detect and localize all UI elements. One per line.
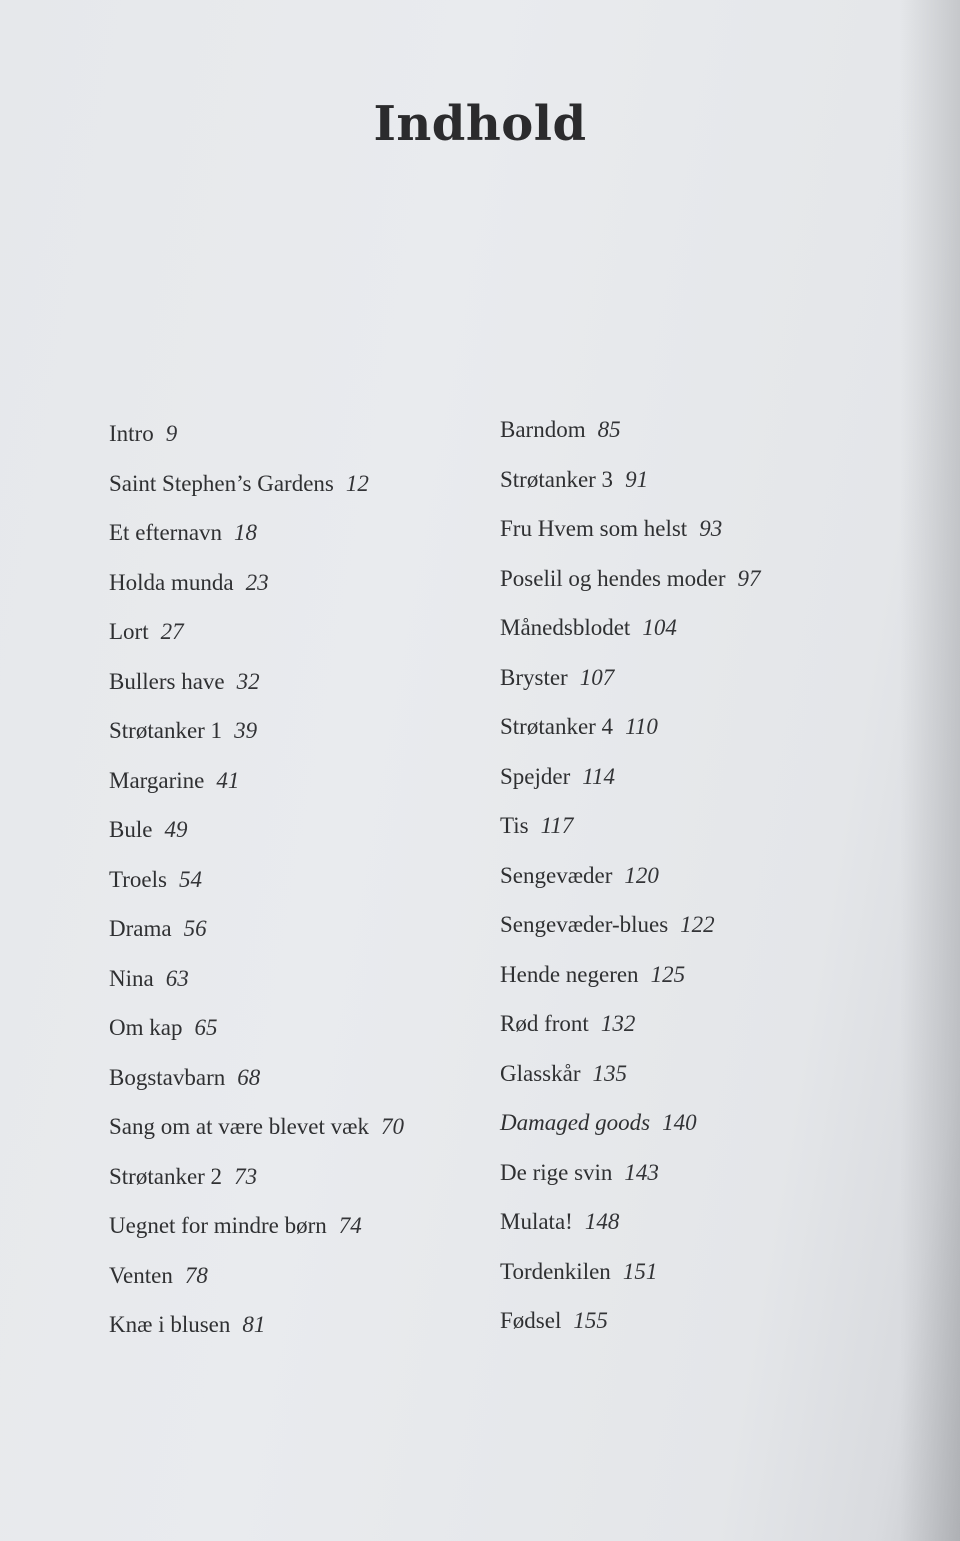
toc-entry	[500, 1202, 761, 1252]
toc-left-column	[109, 414, 404, 1355]
page-number: 23	[245, 569, 269, 595]
page-number: 56	[183, 916, 207, 941]
page-title: Indhold	[373, 96, 587, 152]
entry-title: Tis	[500, 813, 529, 838]
page-number: 18	[234, 520, 258, 545]
entry-title: Tordenkilen	[500, 1258, 611, 1284]
entry-title: Knæ i blusen	[109, 1312, 231, 1337]
page-number: 135	[592, 1060, 627, 1086]
entry-title: Om kap	[109, 1015, 183, 1040]
entry-title: Uegnet for mindre børn	[109, 1213, 327, 1238]
page-number: 41	[216, 767, 240, 793]
entry-title: Bule	[109, 817, 153, 842]
page-number: 65	[194, 1015, 218, 1040]
toc-entry	[500, 658, 761, 708]
entry-title: De rige svin	[500, 1159, 613, 1185]
page-number: 122	[680, 912, 715, 937]
toc-entry	[500, 1004, 761, 1054]
entry-title: Strøtanker 3	[500, 466, 614, 492]
page-edge-shadow	[900, 0, 960, 1541]
toc-entry	[500, 856, 761, 906]
toc-entry	[500, 509, 761, 559]
entry-title: Spejder	[500, 763, 571, 789]
entry-title: Strøtanker 1	[109, 718, 223, 743]
toc-entry	[500, 905, 761, 955]
toc-entry	[109, 414, 404, 464]
page-number: 107	[579, 664, 615, 690]
entry-title: Holda munda	[109, 569, 234, 595]
entry-title: Sengevæder-blues	[500, 912, 669, 937]
toc-entry	[500, 1252, 761, 1302]
toc-entry	[109, 909, 404, 959]
entry-title: Poselil og hendes moder	[500, 565, 726, 591]
entry-title: Damaged goods	[500, 1110, 651, 1135]
toc-entry	[109, 1058, 404, 1108]
toc-entry	[109, 513, 404, 563]
toc-entry	[500, 707, 761, 757]
toc-entry	[109, 711, 404, 761]
entry-title: Margarine	[109, 767, 205, 793]
page-number: 39	[234, 718, 258, 743]
entry-title: Troels	[109, 866, 167, 892]
page-number: 70	[381, 1114, 404, 1139]
entry-title: Bogstavbarn	[109, 1064, 226, 1090]
page-number: 73	[234, 1163, 258, 1189]
page-number: 151	[622, 1258, 658, 1284]
page-number: 143	[624, 1159, 659, 1185]
toc-entry	[109, 464, 404, 514]
toc-entry	[109, 1305, 404, 1355]
page-number: 120	[624, 862, 659, 888]
entry-title: Sengevæder	[500, 862, 613, 888]
toc-entry	[109, 959, 404, 1009]
page-number: 68	[237, 1064, 261, 1090]
entry-title: Sang om at være blevet væk	[109, 1114, 369, 1139]
toc-entry	[109, 1008, 404, 1058]
page-number: 114	[582, 763, 616, 789]
page-number: 91	[625, 466, 649, 492]
toc-right-column	[500, 410, 761, 1351]
entry-title: Drama	[109, 916, 172, 941]
page-number: 132	[600, 1011, 636, 1036]
toc-entry	[109, 860, 404, 910]
entry-title: Venten	[109, 1262, 173, 1288]
toc-entry	[500, 410, 761, 460]
page-number: 49	[164, 817, 188, 842]
entry-title: Et efternavn	[109, 520, 223, 545]
toc-entry	[109, 662, 404, 712]
toc-entry	[500, 559, 761, 609]
toc-entry	[500, 1301, 761, 1351]
entry-title: Mulata!	[500, 1209, 573, 1234]
entry-title: Glasskår	[500, 1060, 581, 1086]
entry-title: Barndom	[500, 417, 586, 442]
page-number: 85	[597, 417, 621, 442]
page-number: 63	[165, 965, 189, 991]
toc-entry	[109, 1206, 404, 1256]
toc-entry	[500, 1153, 761, 1203]
toc-entry	[500, 757, 761, 807]
entry-title: Fødsel	[500, 1308, 562, 1333]
page-number: 27	[160, 619, 184, 644]
toc-entry	[500, 955, 761, 1005]
toc-entry	[109, 1157, 404, 1207]
page-number: 74	[338, 1213, 362, 1238]
entry-title: Strøtanker 4	[500, 714, 614, 739]
entry-title: Hende negeren	[500, 961, 639, 987]
page-number: 140	[662, 1110, 697, 1135]
page-number: 117	[540, 813, 574, 838]
toc-entry	[500, 460, 761, 510]
entry-title: Nina	[109, 965, 154, 991]
page-number: 104	[642, 615, 677, 640]
toc-entry	[109, 563, 404, 613]
entry-title: Strøtanker 2	[109, 1163, 223, 1189]
page-number: 78	[184, 1262, 208, 1288]
page-number: 9	[165, 421, 178, 446]
page-number: 155	[573, 1308, 608, 1333]
entry-title: Lort	[109, 619, 149, 644]
toc-entry	[500, 1054, 761, 1104]
entry-title: Bullers have	[109, 668, 225, 694]
toc-entry	[109, 761, 404, 811]
page-number: 54	[178, 866, 202, 892]
toc-entry	[109, 1107, 404, 1157]
page-number: 148	[584, 1209, 620, 1234]
toc-entry	[109, 1256, 404, 1306]
page-number: 93	[699, 516, 723, 541]
entry-title: Saint Stephen’s Gardens	[109, 470, 334, 496]
toc-entry	[500, 608, 761, 658]
page-number: 110	[625, 714, 658, 739]
toc-entry	[109, 810, 404, 860]
page-number: 81	[242, 1312, 266, 1337]
toc-entry	[500, 806, 761, 856]
toc-entry	[109, 612, 404, 662]
entry-title: Intro	[109, 421, 154, 446]
page-number: 97	[737, 565, 761, 591]
entry-title: Fru Hvem som helst	[500, 516, 688, 541]
entry-title: Bryster	[500, 664, 568, 690]
page-number: 32	[236, 668, 260, 694]
entry-title: Rød front	[500, 1011, 589, 1036]
entry-title: Månedsblodet	[500, 615, 631, 640]
page-number: 12	[345, 470, 369, 496]
toc-entry	[500, 1103, 761, 1153]
page-number: 125	[650, 961, 686, 987]
